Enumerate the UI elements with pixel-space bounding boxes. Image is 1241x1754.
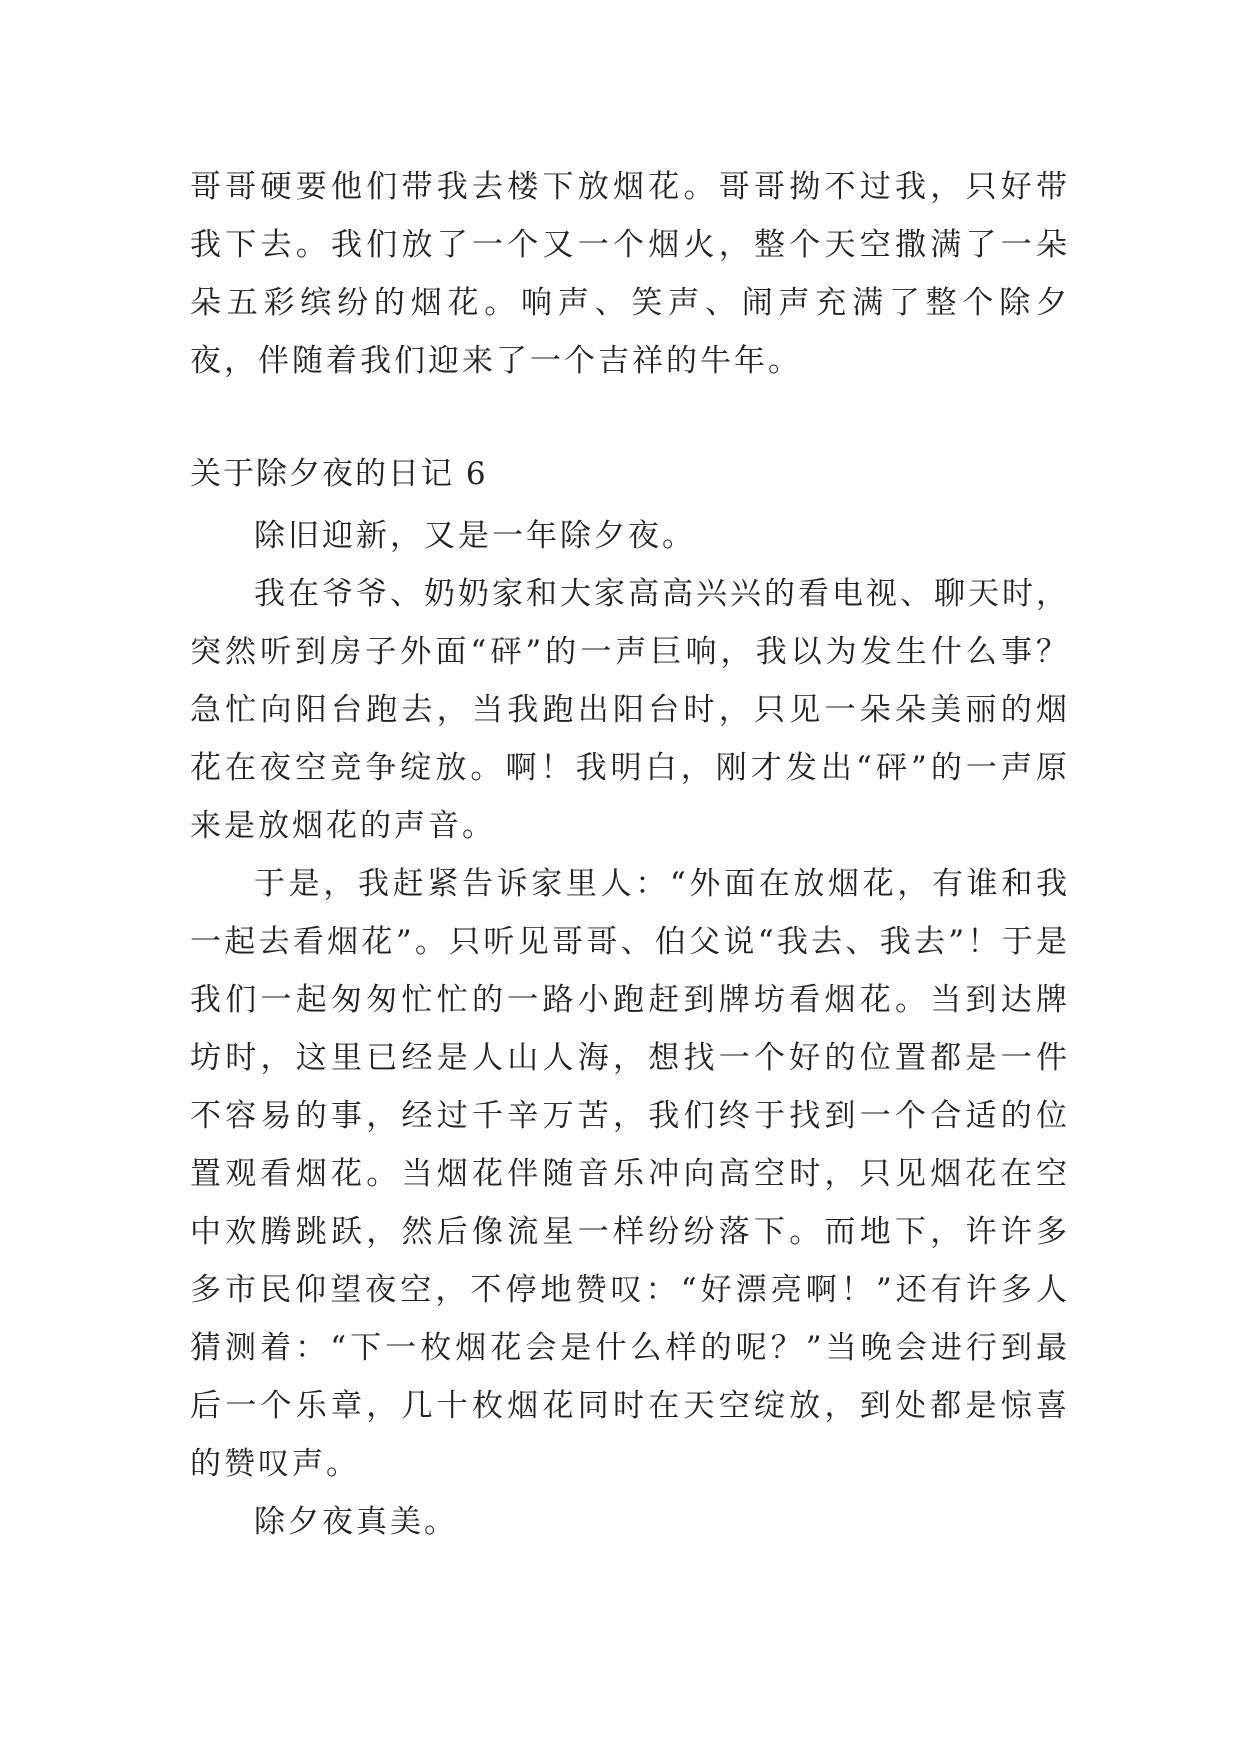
section-body <box>190 507 1070 1551</box>
continued-paragraph-block <box>190 158 1070 390</box>
paragraph: 除旧迎新，又是一年除夕夜。 <box>254 518 696 554</box>
paragraph: 我在爷爷、奶奶家和大家高高兴兴的看电视、聊天时，突然听到房子外面“砰”的一声巨响，我以为发生什么事？急忙向阳台跑去，当我跑出阳台时，只见一朵朵美丽的烟花在夜空竞争绽放。啊！我明白，刚才发出“砰”的一声原来是放烟花的声音。 <box>190 576 1070 844</box>
paragraph: 除夕夜真美。 <box>254 1504 458 1540</box>
paragraph: 哥哥硬要他们带我去楼下放烟花。哥哥拗不过我，只好带我下去。我们放了一个又一个烟火，整个天空撒满了一朵朵五彩缤纷的烟花。响声、笑声、闹声充满了整个除夕夜，伴随着我们迎来了一个吉祥的牛年。 <box>190 169 1070 379</box>
paragraph: 于是，我赶紧告诉家里人：“外面在放烟花，有谁和我一起去看烟花”。只听见哥哥、伯父说“我去、我去”！于是我们一起匆匆忙忙的一路小跑赶到牌坊看烟花。当到达牌坊时，这里已经是人山人海，想找一个好的位置都是一件不容易的事，经过千辛万苦，我们终于找到一个合适的位置观看烟花。当烟花伴随音乐冲向高空时，只见烟花在空中欢腾跳跃，然后像流星一样纷纷落下。而地下，许许多多市民仰望夜空，不停地赞叹：“好漂亮啊！”还有许多人猜测着：“下一枚烟花会是什么样的呢？”当晚会进行到最后一个乐章，几十枚烟花同时在天空绽放，到处都是惊喜的赞叹声。 <box>190 866 1070 1482</box>
section-title: 关于除夕夜的日记 6 <box>190 456 488 492</box>
